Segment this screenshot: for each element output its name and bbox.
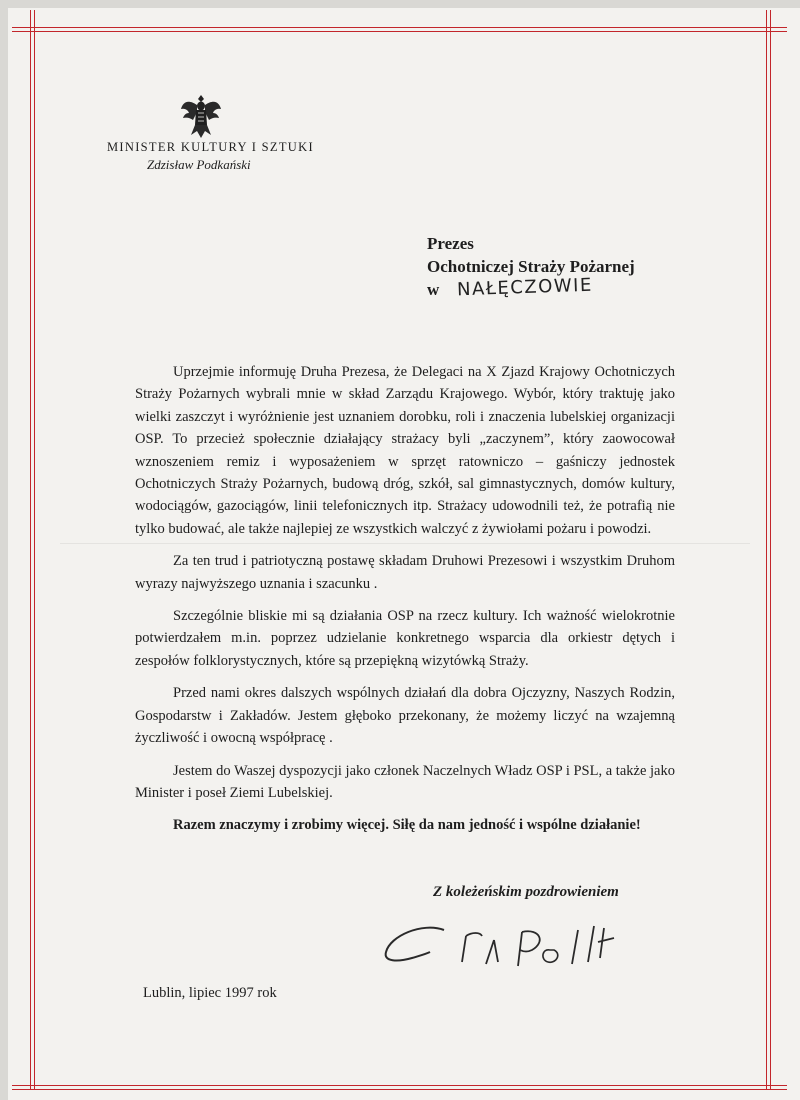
closing-statement: Razem znaczymy i zrobimy więcej. Siłę da nam jedność i wspólne działanie! bbox=[173, 817, 641, 834]
sender-office: MINISTER KULTURY I SZTUKI bbox=[107, 140, 314, 154]
body-paragraph: Szczególnie bliskie mi są działania OSP na rzecz kultury. Ich ważność wielokrotnie potwierdzałem m.in. poprzez udzielanie konkretnego wsparcia dla orkiestr dętych i zespołów folklorystycznych, które są przepiękną wizytówką Straży. bbox=[135, 608, 675, 669]
body-paragraph: Przed nami okres dalszych wspólnych działań dla dobra Ojczyzny, Naszych Rodzin, Gospodarstw i Zakładów. Jestem głęboko przekonany, że możemy liczyć na wzajemną życzliwość i owocną współpracę . bbox=[135, 685, 675, 747]
letter-body bbox=[135, 361, 675, 847]
place-and-date: Lublin, lipiec 1997 rok bbox=[143, 985, 277, 1001]
signature-image bbox=[382, 918, 682, 978]
recipient-prefix: w bbox=[427, 280, 440, 299]
regards-line: Z koleżeńskim pozdrowieniem bbox=[433, 884, 619, 900]
sender-name: Zdzisław Podkański bbox=[147, 157, 251, 172]
eagle-emblem-icon bbox=[180, 93, 222, 139]
body-paragraph: Uprzejmie informuję Druha Prezesa, że Delegaci na X Zjazd Krajowy Ochotniczych Straży Pożarnych wybrali mnie w skład Zarządu Krajowego. Wybór, który traktuję jako wielki zaszczyt i wyróżnienie jest uznaniem dorobku, roli i znaczenia lubelskiej organizacji OSP. To przecież społecznie działający strażacy byli „zaczynem”, który zaowocował wznoszeniem remiz i wyposażeniem w sprzęt ratowniczo – gaśniczy jednostek Ochotniczych Straży Pożarnych, budową dróg, szkół, sal gimnastycznych, domów kultury, wodociągów, gazociągów, linii telefonicznych itp. Strażacy udowodnili też, że potrafią nie tylko budować, ale także najlepiej ze wszystkich walczyć z żywiołami pożaru i powodzi. bbox=[135, 364, 675, 537]
recipient-title: Prezes bbox=[427, 234, 474, 253]
body-paragraph: Za ten trud i patriotyczną postawę składam Druhowi Prezesowi i wszystkim Druhom wyrazy najwyższego uznania i szacunku . bbox=[135, 553, 675, 592]
recipient-organization: Ochotniczej Straży Pożarnej bbox=[427, 257, 635, 276]
body-paragraph: Jestem do Waszej dyspozycji jako członek Naczelnych Władz OSP i PSL, a także jako Minister i poseł Ziemi Lubelskiej. bbox=[135, 762, 675, 801]
recipient-place-handwritten: NAŁĘCZOWIE bbox=[456, 274, 594, 301]
